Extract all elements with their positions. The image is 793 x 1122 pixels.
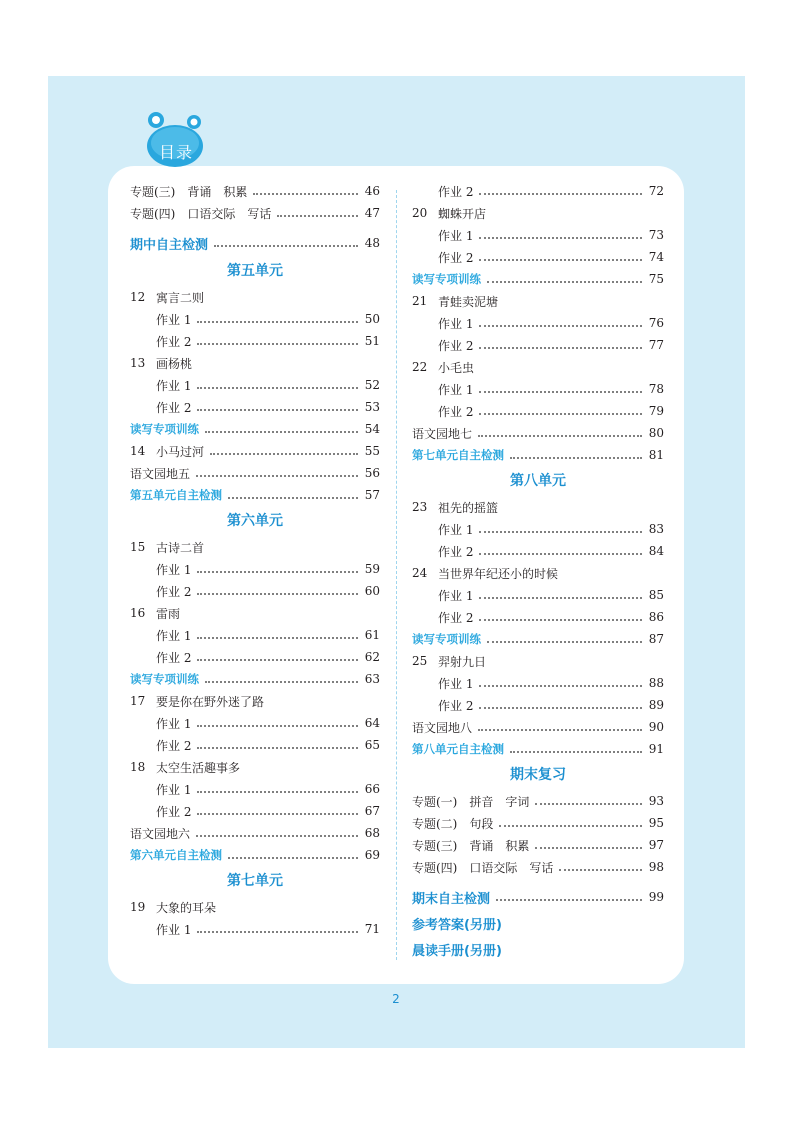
dot-leader [197, 746, 358, 749]
toc-lesson-entry[interactable] [130, 536, 380, 558]
entry-page-number: 71 [364, 922, 380, 936]
dot-leader [197, 930, 358, 933]
entry-page-number: 97 [648, 838, 664, 852]
entry-label: 作业 2 [438, 610, 474, 625]
entry-label: 作业 1 [438, 228, 474, 243]
toc-sub-entry[interactable] [130, 580, 380, 602]
toc-highlight-entry[interactable] [130, 668, 380, 690]
toc-entry[interactable] [412, 812, 664, 834]
dot-leader [210, 452, 358, 455]
toc-sub-entry[interactable] [130, 624, 380, 646]
entry-page-number: 98 [648, 860, 664, 874]
dot-leader [197, 342, 358, 345]
entry-label: 读写专项训练 [130, 672, 199, 686]
dot-leader [487, 640, 642, 643]
toc-entry[interactable] [412, 716, 664, 738]
entry-page-number: 95 [648, 816, 664, 830]
unit-heading: 第八单元 [510, 473, 566, 489]
toc-left-column [130, 180, 380, 940]
toc-lesson-entry[interactable] [130, 690, 380, 712]
entry-label: 期中自主检测 [130, 237, 209, 253]
entry-label: 羿射九日 [438, 654, 487, 669]
entry-label: 作业 2 [438, 404, 474, 419]
lesson-number: 14 [130, 444, 146, 458]
toc-entry[interactable] [412, 422, 664, 444]
toc-lesson-entry[interactable] [412, 496, 664, 518]
dot-leader [253, 192, 358, 195]
toc-lesson-entry[interactable] [130, 440, 380, 462]
dot-leader [197, 386, 358, 389]
entry-label: 要是你在野外迷了路 [156, 694, 265, 709]
column-divider [396, 190, 397, 960]
entry-label: 太空生活趣事多 [156, 760, 241, 775]
unit-heading: 第七单元 [227, 873, 283, 889]
entry-label: 作业 2 [156, 334, 192, 349]
toc-sub-entry[interactable] [130, 308, 380, 330]
dot-leader [197, 812, 358, 815]
entry-label: 作业 1 [438, 522, 474, 537]
entry-label: 读写专项训练 [130, 422, 199, 436]
toc-sub-entry[interactable] [130, 558, 380, 580]
toc-sub-entry[interactable] [130, 800, 380, 822]
dot-leader [197, 790, 358, 793]
dot-leader [228, 856, 358, 859]
toc-entry[interactable] [130, 462, 380, 484]
entry-label: 小毛虫 [438, 360, 475, 375]
entry-label: 作业 2 [156, 804, 192, 819]
lesson-number: 25 [412, 654, 428, 668]
dot-leader [479, 684, 642, 687]
entry-label: 作业 1 [156, 782, 192, 797]
lesson-number: 15 [130, 540, 146, 554]
entry-label: 语文园地六 [130, 826, 191, 841]
entry-page-number: 76 [648, 316, 664, 330]
dot-leader [197, 408, 358, 411]
toc-highlight-entry[interactable] [412, 738, 664, 760]
toc-major-entry[interactable] [130, 230, 380, 256]
entry-label: 古诗二首 [156, 540, 205, 555]
entry-page-number: 50 [364, 312, 380, 326]
toc-sub-entry[interactable] [412, 224, 664, 246]
entry-label: 画杨桃 [156, 356, 193, 371]
dot-leader [499, 824, 642, 827]
entry-page-number: 47 [364, 206, 380, 220]
dot-leader [510, 750, 642, 753]
dot-leader [510, 456, 642, 459]
toc-sub-entry[interactable] [130, 330, 380, 352]
entry-label: 大象的耳朵 [156, 900, 217, 915]
entry-page-number: 77 [648, 338, 664, 352]
entry-page-number: 67 [364, 804, 380, 818]
entry-label: 寓言二则 [156, 290, 205, 305]
entry-label: 作业 1 [156, 312, 192, 327]
entry-page-number: 55 [364, 444, 380, 458]
entry-page-number: 99 [648, 890, 664, 904]
entry-page-number: 56 [364, 466, 380, 480]
contents-heading: 目录 [158, 143, 193, 162]
entry-label: 第五单元自主检测 [130, 488, 222, 502]
dot-leader [496, 898, 642, 901]
entry-page-number: 57 [364, 488, 380, 502]
entry-label: 专题(三) 背诵 积累 [130, 184, 248, 199]
entry-label: 语文园地七 [412, 426, 473, 441]
lesson-number: 17 [130, 694, 146, 708]
toc-sub-entry[interactable] [130, 778, 380, 800]
entry-page-number: 74 [648, 250, 664, 264]
dot-leader [535, 802, 642, 805]
toc-entry[interactable] [130, 202, 380, 224]
dot-leader [197, 724, 358, 727]
entry-label: 作业 1 [156, 378, 192, 393]
toc-sub-entry[interactable] [412, 334, 664, 356]
dot-leader [197, 570, 358, 573]
entry-page-number: 84 [648, 544, 664, 558]
entry-label: 专题(四) 口语交际 写话 [130, 206, 272, 221]
entry-label: 晨读手册(另册) [412, 943, 502, 959]
unit-heading: 第六单元 [227, 513, 283, 529]
toc-lesson-entry[interactable] [130, 896, 380, 918]
entry-label: 小马过河 [156, 444, 205, 459]
entry-page-number: 85 [648, 588, 664, 602]
entry-page-number: 61 [364, 628, 380, 642]
entry-page-number: 73 [648, 228, 664, 242]
entry-label: 作业 2 [438, 698, 474, 713]
dot-leader [205, 680, 358, 683]
entry-page-number: 78 [648, 382, 664, 396]
lesson-number: 20 [412, 206, 428, 220]
entry-page-number: 52 [364, 378, 380, 392]
entry-label: 第八单元自主检测 [412, 742, 504, 756]
entry-page-number: 75 [648, 272, 664, 286]
dot-leader [197, 320, 358, 323]
unit-heading: 期末复习 [510, 767, 566, 783]
toc-sub-entry[interactable] [412, 540, 664, 562]
toc-entry[interactable] [130, 822, 380, 844]
entry-label: 专题(四) 口语交际 写话 [412, 860, 554, 875]
toc-sub-entry[interactable] [130, 396, 380, 418]
entry-label: 作业 1 [438, 588, 474, 603]
entry-label: 专题(三) 背诵 积累 [412, 838, 530, 853]
entry-page-number: 64 [364, 716, 380, 730]
toc-sub-entry[interactable] [412, 378, 664, 400]
entry-label: 作业 1 [438, 676, 474, 691]
entry-page-number: 80 [648, 426, 664, 440]
toc-entry[interactable] [412, 834, 664, 856]
dot-leader [479, 412, 642, 415]
lesson-number: 16 [130, 606, 146, 620]
toc-major-entry[interactable] [412, 884, 664, 910]
entry-page-number: 83 [648, 522, 664, 536]
entry-page-number: 81 [648, 448, 664, 462]
toc-sub-entry[interactable] [412, 312, 664, 334]
entry-page-number: 79 [648, 404, 664, 418]
entry-page-number: 93 [648, 794, 664, 808]
entry-label: 雷雨 [156, 606, 181, 621]
lesson-number: 19 [130, 900, 146, 914]
entry-label: 蜘蛛开店 [438, 206, 487, 221]
toc-highlight-entry[interactable] [130, 844, 380, 866]
dot-leader [487, 280, 642, 283]
entry-label: 期末自主检测 [412, 891, 491, 907]
entry-page-number: 53 [364, 400, 380, 414]
dot-leader [479, 390, 642, 393]
dot-leader [535, 846, 642, 849]
toc-major-entry[interactable] [412, 936, 664, 962]
dot-leader [228, 496, 358, 499]
lesson-number: 22 [412, 360, 428, 374]
dot-leader [479, 258, 642, 261]
entry-label: 作业 1 [156, 716, 192, 731]
dot-leader [205, 430, 358, 433]
entry-page-number: 66 [364, 782, 380, 796]
lesson-number: 18 [130, 760, 146, 774]
toc-sub-entry[interactable] [412, 606, 664, 628]
entry-label: 作业 2 [438, 338, 474, 353]
dot-leader [196, 474, 358, 477]
lesson-number: 21 [412, 294, 428, 308]
entry-label: 作业 2 [438, 184, 474, 199]
entry-page-number: 87 [648, 632, 664, 646]
entry-label: 作业 2 [438, 544, 474, 559]
toc-highlight-entry[interactable] [130, 418, 380, 440]
toc-sub-entry[interactable] [412, 180, 664, 202]
entry-label: 作业 2 [438, 250, 474, 265]
dot-leader [197, 636, 358, 639]
lesson-number: 24 [412, 566, 428, 580]
dot-leader [479, 324, 642, 327]
entry-label: 专题(二) 句段 [412, 816, 494, 831]
toc-lesson-entry[interactable] [130, 602, 380, 624]
entry-page-number: 68 [364, 826, 380, 840]
entry-label: 当世界年纪还小的时候 [438, 566, 559, 581]
lesson-number: 23 [412, 500, 428, 514]
entry-label: 语文园地八 [412, 720, 473, 735]
toc-entry[interactable] [130, 180, 380, 202]
dot-leader [479, 346, 642, 349]
toc-lesson-entry[interactable] [412, 290, 664, 312]
toc-lesson-entry[interactable] [130, 286, 380, 308]
dot-leader [559, 868, 642, 871]
entry-page-number: 48 [364, 236, 380, 250]
dot-leader [277, 214, 358, 217]
entry-label: 作业 2 [156, 650, 192, 665]
toc-highlight-entry[interactable] [130, 484, 380, 506]
entry-page-number: 54 [364, 422, 380, 436]
entry-page-number: 46 [364, 184, 380, 198]
dot-leader [479, 236, 642, 239]
toc-right-column [412, 180, 664, 962]
toc-highlight-entry[interactable] [412, 268, 664, 290]
entry-label: 作业 1 [156, 628, 192, 643]
unit-heading: 第五单元 [227, 263, 283, 279]
entry-label: 读写专项训练 [412, 272, 481, 286]
toc-entry[interactable] [412, 790, 664, 812]
entry-label: 作业 1 [156, 922, 192, 937]
entry-page-number: 69 [364, 848, 380, 862]
toc-sub-entry[interactable] [130, 918, 380, 940]
entry-label: 作业 1 [438, 382, 474, 397]
entry-page-number: 51 [364, 334, 380, 348]
lesson-number: 12 [130, 290, 146, 304]
toc-lesson-entry[interactable] [130, 756, 380, 778]
toc-highlight-entry[interactable] [412, 444, 664, 466]
toc-sub-entry[interactable] [412, 246, 664, 268]
entry-page-number: 86 [648, 610, 664, 624]
toc-sub-entry[interactable] [130, 734, 380, 756]
entry-page-number: 63 [364, 672, 380, 686]
entry-page-number: 91 [648, 742, 664, 756]
dot-leader [479, 530, 642, 533]
dot-leader [478, 728, 642, 731]
entry-page-number: 88 [648, 676, 664, 690]
entry-label: 作业 1 [156, 562, 192, 577]
entry-label: 青蛙卖泥塘 [438, 294, 499, 309]
entry-page-number: 60 [364, 584, 380, 598]
toc-sub-entry[interactable] [412, 518, 664, 540]
lesson-number: 13 [130, 356, 146, 370]
dot-leader [479, 192, 642, 195]
toc-lesson-entry[interactable] [412, 202, 664, 224]
dot-leader [479, 618, 642, 621]
entry-page-number: 59 [364, 562, 380, 576]
entry-label: 读写专项训练 [412, 632, 481, 646]
toc-sub-entry[interactable] [130, 374, 380, 396]
toc-sub-entry[interactable] [412, 584, 664, 606]
entry-page-number: 90 [648, 720, 664, 734]
toc-major-entry[interactable] [412, 910, 664, 936]
dot-leader [478, 434, 642, 437]
toc-lesson-entry[interactable] [130, 352, 380, 374]
dot-leader [196, 834, 358, 837]
page-number: 2 [392, 992, 400, 1006]
dot-leader [479, 552, 642, 555]
entry-page-number: 65 [364, 738, 380, 752]
toc-lesson-entry[interactable] [412, 650, 664, 672]
entry-label: 作业 2 [156, 584, 192, 599]
entry-page-number: 89 [648, 698, 664, 712]
entry-label: 作业 2 [156, 738, 192, 753]
toc-sub-entry[interactable] [130, 646, 380, 668]
dot-leader [479, 706, 642, 709]
entry-label: 语文园地五 [130, 466, 191, 481]
toc-highlight-entry[interactable] [412, 628, 664, 650]
toc-entry[interactable] [412, 856, 664, 878]
entry-page-number: 72 [648, 184, 664, 198]
entry-label: 作业 1 [438, 316, 474, 331]
entry-label: 第七单元自主检测 [412, 448, 504, 462]
entry-label: 第六单元自主检测 [130, 848, 222, 862]
entry-page-number: 62 [364, 650, 380, 664]
dot-leader [214, 244, 358, 247]
entry-label: 参考答案(另册) [412, 917, 502, 933]
toc-sub-entry[interactable] [412, 672, 664, 694]
dot-leader [197, 592, 358, 595]
toc-lesson-entry[interactable] [412, 356, 664, 378]
entry-label: 祖先的摇篮 [438, 500, 499, 515]
dot-leader [479, 596, 642, 599]
entry-label: 作业 2 [156, 400, 192, 415]
toc-lesson-entry[interactable] [412, 562, 664, 584]
toc-sub-entry[interactable] [412, 694, 664, 716]
toc-sub-entry[interactable] [412, 400, 664, 422]
entry-label: 专题(一) 拼音 字词 [412, 794, 530, 809]
toc-sub-entry[interactable] [130, 712, 380, 734]
dot-leader [197, 658, 358, 661]
